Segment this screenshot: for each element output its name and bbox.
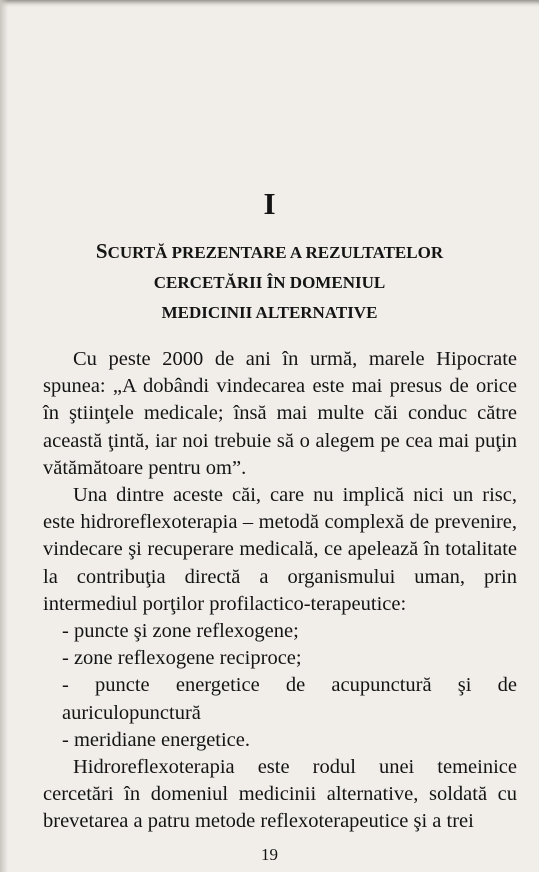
chapter-number: I — [263, 186, 276, 221]
page-top-shadow — [0, 0, 539, 7]
paragraph-hidroreflexoterapia-definition: Una dintre aceste căi, care nu implică nici un risc, este hidroreflexoterapia – metodă complexă de prevenire, vindecare şi recuperare medicală, ce apelează în totalitate la contribuţia directă a organismului uman, prin intermediul porţilor profilactico-terapeutice: — [43, 484, 517, 615]
paragraph-closing: Hidroreflexoterapia este rodul unei temeinice cercetări în domeniul medicinii alternative, soldată cu brevetarea a patru metode reflexoterapeutice şi a trei — [43, 756, 517, 833]
list-item: - puncte energetice de acupunctură şi de auriculopunctură — [62, 674, 517, 724]
body-text — [43, 346, 517, 836]
list-item: - meridiane energetice. — [62, 728, 251, 751]
chapter-title-line-3: MEDICINII ALTERNATIVE — [161, 303, 378, 322]
chapter-title-line-2: CERCETĂRII ÎN DOMENIUL — [153, 273, 386, 292]
list-item: - puncte şi zone reflexogene; — [62, 620, 299, 643]
page-number: 19 — [261, 845, 278, 864]
list-item: - zone reflexogene reciproce; — [62, 647, 302, 670]
chapter-title-line-1 — [40, 236, 499, 268]
title-line-1-text: CURTĂ PREZENTARE A REZULTATELOR — [107, 243, 444, 262]
paragraph-hipocrate-quote: Cu peste 2000 de ani în urmă, marele Hipocrate spunea: „A dobândi vindecarea este mai presus de orice în ştiinţele medicale; însă mai multe căi conduc către această ţintă, iar noi trebuie să o alegem pe cea mai puţin vătămătoare pentru om”. — [43, 348, 517, 479]
title-drop-capital: S — [95, 239, 108, 263]
chapter-title — [40, 236, 499, 328]
page-binding-shadow — [0, 0, 8, 872]
